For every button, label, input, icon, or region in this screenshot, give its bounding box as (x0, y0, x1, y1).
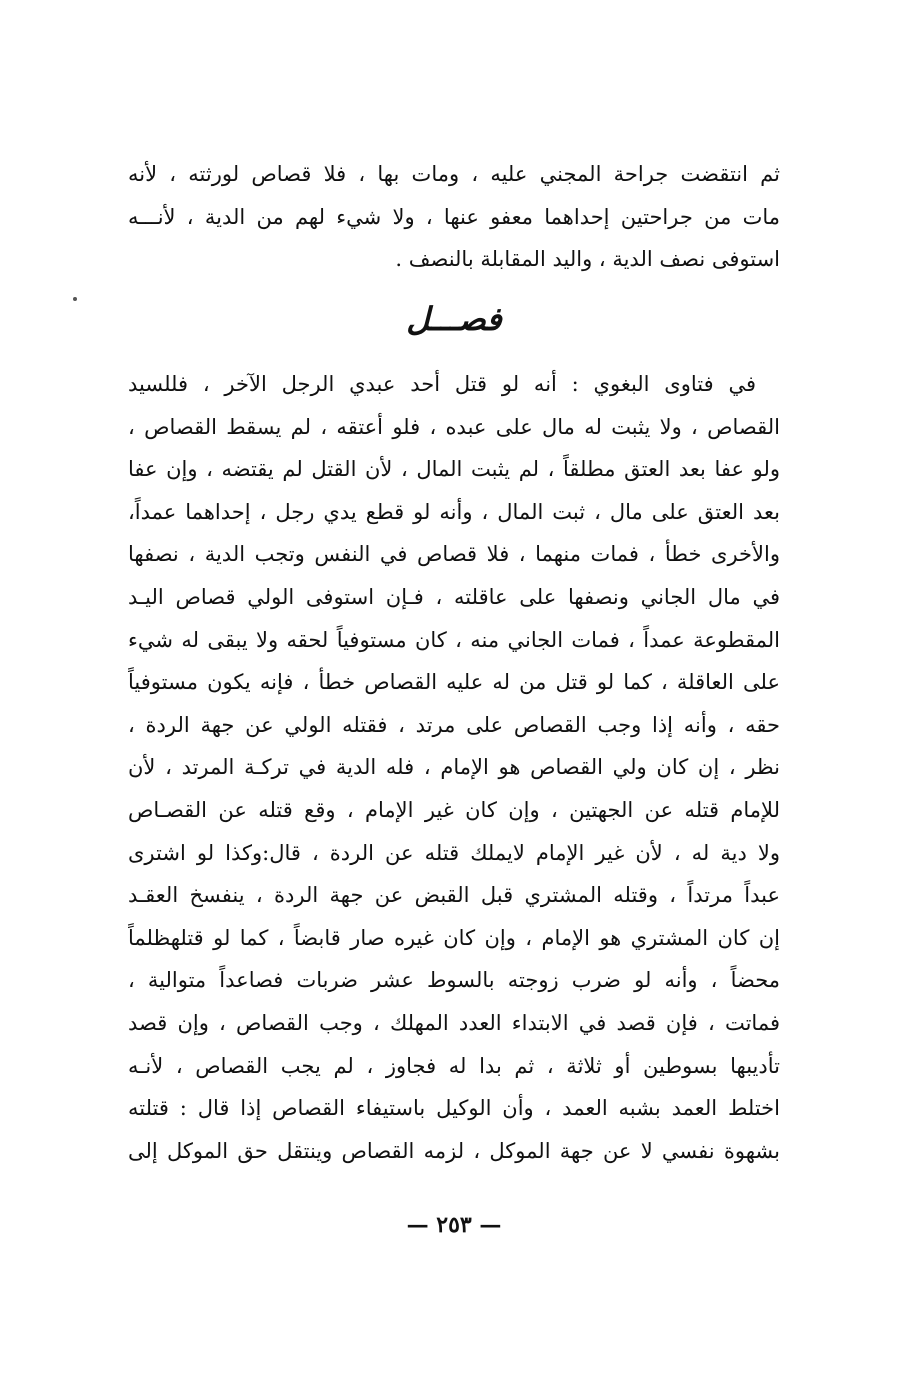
text-line: محضاً ، وأنه لو ضرب زوجته بالسوط عشر ضربات فصاعداً متوالية ، (128, 968, 780, 993)
text-line: ولو عفا بعد العتق مطلقاً ، لم يثبت المال ، لأن القتل لم يقتضه ، وإن عفا (128, 457, 780, 482)
text-line: في مال الجاني ونصفها على عاقلته ، فـإن استوفى الولي قصاص اليـد (128, 584, 780, 609)
text-line: بعد العتق على مال ، ثبت المال ، وأنه لو قطع يدي رجل ، إحداهما عمداً، (128, 499, 780, 524)
text-line: بشهوة نفسي لا عن جهة الموكل ، لزمه القصاص وينتقل حق الموكل إلى (128, 1138, 780, 1163)
text-line: تأديبها بسوطين أو ثلاثة ، ثم بدا له فجاوز ، لم يجب القصاص ، لأنـه (128, 1053, 780, 1078)
text-line: عبداً مرتداً ، وقتله المشتري قبل القبض عن جهة الردة ، ينفسخ العقـد (128, 883, 780, 908)
text-line: على العاقلة ، كما لو قتل من له عليه القصاص خطأ ، فإنه يكون مستوفياً (128, 670, 780, 695)
text-line: فماتت ، فإن قصد في الابتداء العدد المهلك ، وجب القصاص ، وإن قصد (128, 1010, 780, 1035)
text-line: ولا دية له ، لأن غير الإمام لايملك قتله عن الردة ، قال:وكذا لو اشترى (128, 840, 780, 865)
text-line: للإمام قتله عن الجهتين ، وإن كان غير الإمام ، وقع قتله عن القصـاص (128, 797, 780, 822)
text-line: المقطوعة عمداً ، فمات الجاني منه ، كان مستوفياً لحقه ولا يبقى له شيء (128, 627, 780, 652)
text-line: حقه ، وأنه إذا وجب القصاص على مرتد ، فقتله الولي عن جهة الردة ، (128, 712, 780, 737)
intro-paragraph (128, 153, 780, 281)
text-line: إن كان المشتري هو الإمام ، وإن كان غيره صار قابضاً ، كما لو قتلهظلماً (128, 925, 780, 950)
text-line: والأخرى خطأ ، فمات منهما ، فلا قصاص في النفس وتجب الدية ، نصفها (128, 542, 780, 567)
text-line: القصاص ، ولا يثبت له مال على عبده ، فلو أعتقه ، لم يسقط القصاص ، (128, 414, 780, 439)
text-line: مات من جراحتين إحداهما معفو عنها ، ولا شيء لهم من الدية ، لأنـــه (128, 204, 780, 229)
page-number: — ٢٥٣ — (406, 1212, 502, 1238)
text-line: استوفى نصف الدية ، واليد المقابلة بالنصف . (395, 247, 780, 272)
text-line: اختلط العمد بشبه العمد ، وأن الوكيل باستيفاء القصاص إذا قال : قتلته (128, 1096, 780, 1121)
section-heading: فصـــل (406, 300, 502, 338)
text-line: ثم انتقضت جراحة المجني عليه ، ومات بها ، فلا قصاص لورثته ، لأنه (128, 162, 780, 186)
main-paragraph (128, 363, 780, 1172)
text-line: في فتاوى البغوي : أنه لو قتل أحد عبدي الرجل الآخر ، فللسيد (128, 372, 756, 396)
text-line: نظر ، إن كان ولي القصاص هو الإمام ، فله الدية في تركـة المرتد ، لأن (128, 755, 780, 780)
